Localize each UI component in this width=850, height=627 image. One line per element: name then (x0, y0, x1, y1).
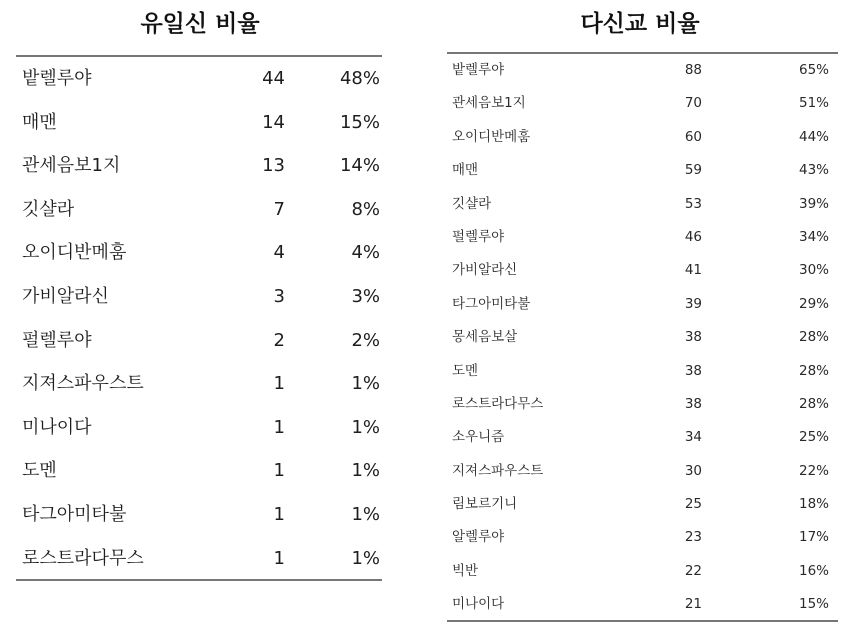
polytheism-row-percent: 17% (798, 529, 829, 546)
monotheism-row-count: 1 (273, 373, 285, 395)
monotheism-row-count: 4 (273, 242, 285, 264)
monotheism-table-title: 유일신 비율 (140, 10, 260, 37)
polytheism-row-religion-name: 도멘 (452, 362, 479, 379)
monotheism-table-row (0, 188, 400, 232)
polytheism-row-count: 46 (684, 228, 702, 245)
monotheism-row-religion-name: 관세음보1지 (22, 155, 121, 177)
monotheism-row-count: 7 (273, 198, 285, 220)
polytheism-table-row (440, 521, 850, 554)
monotheism-table-row (0, 406, 400, 450)
monotheism-row-percent: 1% (351, 373, 380, 395)
polytheism-row-percent: 44% (798, 128, 829, 145)
polytheism-row-count: 38 (684, 329, 702, 346)
polytheism-row-count: 23 (684, 529, 702, 546)
polytheism-row-percent: 22% (798, 462, 829, 479)
polytheism-table-bottom-rule (447, 620, 838, 622)
monotheism-row-religion-name: 지져스파우스트 (22, 373, 144, 395)
polytheism-row-religion-name: 밭렐루야 (452, 62, 505, 78)
polytheism-row-religion-name: 펄렐루야 (452, 228, 505, 245)
monotheism-row-percent: 8% (351, 198, 380, 220)
polytheism-table-row (440, 388, 850, 421)
polytheism-table-row (440, 87, 850, 120)
polytheism-table-row (440, 54, 850, 87)
polytheism-row-religion-name: 소우니즘 (452, 429, 505, 446)
polytheism-row-percent: 18% (798, 496, 829, 513)
polytheism-row-percent: 28% (798, 329, 829, 346)
polytheism-row-percent: 43% (798, 162, 829, 179)
polytheism-row-religion-name: 오이디반메훔 (452, 128, 531, 145)
monotheism-row-percent: 3% (351, 285, 380, 307)
polytheism-row-count: 38 (684, 395, 702, 412)
monotheism-row-percent: 48% (339, 68, 380, 89)
polytheism-row-count: 88 (684, 62, 702, 78)
monotheism-row-percent: 1% (351, 460, 380, 482)
polytheism-row-religion-name: 타그아미타불 (452, 295, 531, 312)
polytheism-table-row (440, 488, 850, 521)
monotheism-table-row (0, 275, 400, 319)
monotheism-table-row (0, 319, 400, 363)
polytheism-row-count: 21 (684, 596, 702, 613)
monotheism-row-religion-name: 타그아미타불 (22, 503, 127, 525)
polytheism-row-religion-name: 깃샬라 (452, 195, 492, 212)
monotheism-row-percent: 1% (351, 416, 380, 438)
polytheism-row-percent: 34% (798, 228, 829, 245)
polytheism-table-row (440, 588, 850, 621)
monotheism-row-percent: 1% (351, 547, 380, 569)
polytheism-row-religion-name: 매맨 (452, 162, 479, 179)
monotheism-table-panel (0, 0, 400, 627)
polytheism-table-body (440, 54, 850, 622)
polytheism-row-percent: 28% (798, 362, 829, 379)
monotheism-row-religion-name: 밭렐루야 (22, 68, 92, 89)
polytheism-row-percent: 29% (798, 295, 829, 312)
polytheism-row-religion-name: 로스트라다무스 (452, 395, 544, 412)
polytheism-row-count: 53 (684, 195, 702, 212)
monotheism-row-religion-name: 도멘 (22, 460, 57, 482)
polytheism-table-row (440, 288, 850, 321)
polytheism-row-percent: 15% (798, 596, 829, 613)
polytheism-row-count: 22 (684, 562, 702, 579)
polytheism-row-count: 39 (684, 295, 702, 312)
monotheism-table-row (0, 57, 400, 101)
monotheism-row-percent: 14% (339, 155, 380, 177)
monotheism-table-body (0, 57, 400, 580)
polytheism-row-religion-name: 지져스파우스트 (452, 462, 544, 479)
polytheism-table-row (440, 121, 850, 154)
polytheism-row-percent: 65% (798, 62, 829, 78)
polytheism-table-row (440, 455, 850, 488)
monotheism-table-row (0, 493, 400, 537)
monotheism-row-religion-name: 가비알라신 (22, 285, 109, 307)
polytheism-row-count: 41 (684, 262, 702, 279)
polytheism-table-row (440, 355, 850, 388)
polytheism-row-religion-name: 미나이다 (452, 596, 505, 613)
monotheism-table-row (0, 449, 400, 493)
monotheism-row-percent: 15% (339, 111, 380, 133)
polytheism-row-religion-name: 몽세음보살 (452, 329, 518, 346)
polytheism-table-row (440, 221, 850, 254)
polytheism-row-religion-name: 가비알라신 (452, 262, 518, 279)
monotheism-row-count: 1 (273, 416, 285, 438)
polytheism-row-percent: 51% (798, 95, 829, 112)
polytheism-row-count: 34 (684, 429, 702, 446)
monotheism-row-count: 3 (273, 285, 285, 307)
monotheism-row-religion-name: 미나이다 (22, 416, 92, 438)
polytheism-table-panel (440, 0, 850, 627)
monotheism-row-percent: 4% (351, 242, 380, 264)
polytheism-table-title: 다신교 비율 (580, 10, 700, 37)
monotheism-table-row (0, 231, 400, 275)
monotheism-row-count: 44 (262, 68, 285, 89)
polytheism-row-religion-name: 빅반 (452, 562, 479, 579)
monotheism-table-bottom-rule (16, 579, 382, 581)
monotheism-table-row (0, 101, 400, 145)
polytheism-row-percent: 25% (798, 429, 829, 446)
polytheism-table-row (440, 254, 850, 287)
polytheism-table-row (440, 188, 850, 221)
monotheism-row-religion-name: 깃샬라 (22, 198, 75, 220)
polytheism-row-percent: 16% (798, 562, 829, 579)
monotheism-row-religion-name: 로스트라다무스 (22, 547, 144, 569)
polytheism-row-count: 60 (684, 128, 702, 145)
polytheism-table-row (440, 555, 850, 588)
monotheism-table-row (0, 362, 400, 406)
polytheism-row-percent: 28% (798, 395, 829, 412)
monotheism-row-count: 1 (273, 547, 285, 569)
polytheism-row-percent: 30% (798, 262, 829, 279)
polytheism-row-religion-name: 림보르기니 (452, 496, 518, 513)
monotheism-table-row (0, 537, 400, 581)
monotheism-row-count: 1 (273, 503, 285, 525)
monotheism-row-count: 1 (273, 460, 285, 482)
polytheism-row-count: 30 (684, 462, 702, 479)
polytheism-table-row (440, 154, 850, 187)
polytheism-table-row (440, 421, 850, 454)
polytheism-row-religion-name: 관세음보1지 (452, 95, 526, 112)
polytheism-row-count: 38 (684, 362, 702, 379)
monotheism-row-count: 2 (273, 329, 285, 351)
monotheism-row-count: 13 (262, 155, 285, 177)
monotheism-row-percent: 1% (351, 503, 380, 525)
monotheism-row-religion-name: 매맨 (22, 111, 57, 133)
polytheism-row-religion-name: 알렐루야 (452, 529, 505, 546)
polytheism-row-count: 59 (684, 162, 702, 179)
monotheism-table-row (0, 144, 400, 188)
polytheism-row-count: 25 (684, 496, 702, 513)
polytheism-row-percent: 39% (798, 195, 829, 212)
polytheism-table-row (440, 321, 850, 354)
polytheism-row-count: 70 (684, 95, 702, 112)
monotheism-row-count: 14 (262, 111, 285, 133)
monotheism-row-religion-name: 펄렐루야 (22, 329, 92, 351)
monotheism-row-percent: 2% (351, 329, 380, 351)
monotheism-row-religion-name: 오이디반메훔 (22, 242, 127, 264)
